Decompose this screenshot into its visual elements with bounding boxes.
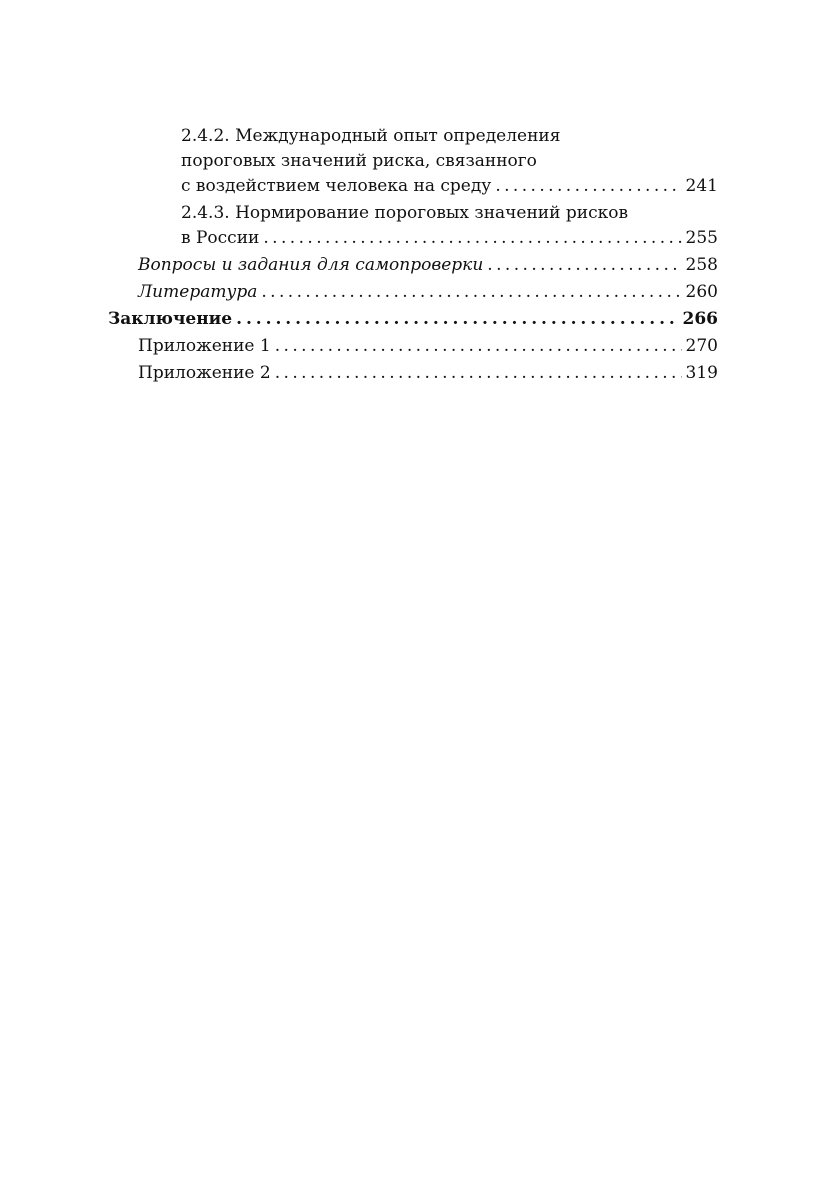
toc-entry-2-4-2[interactable] bbox=[108, 124, 718, 199]
toc-entry-appendix-1[interactable] bbox=[108, 334, 718, 359]
toc-page-number: 260 bbox=[685, 282, 718, 302]
dot-leader bbox=[495, 174, 681, 199]
toc-page-number: 258 bbox=[685, 255, 718, 275]
toc-line bbox=[108, 361, 718, 386]
toc-entry-self-check-questions[interactable] bbox=[108, 253, 718, 278]
toc-entry-title: Вопросы и задания для самопроверки bbox=[138, 255, 484, 275]
toc-page-number: 270 bbox=[685, 336, 718, 356]
dot-leader bbox=[275, 334, 682, 359]
toc-entry-appendix-2[interactable] bbox=[108, 361, 718, 386]
toc-line bbox=[108, 124, 718, 149]
toc-entry-title: Литература bbox=[138, 282, 258, 302]
toc-entry-2-4-3[interactable] bbox=[108, 201, 718, 251]
dot-leader bbox=[487, 253, 681, 278]
toc-page-number: 319 bbox=[685, 363, 718, 383]
toc-line bbox=[108, 226, 718, 251]
toc-entry-title: 2.4.3. Нормирование пороговых значений рисков bbox=[181, 203, 629, 223]
toc-line bbox=[108, 201, 718, 226]
toc-page-number: 241 bbox=[685, 176, 718, 196]
toc-entry-title-continued: пороговых значений риска, связанного bbox=[181, 151, 537, 171]
toc-line bbox=[108, 174, 718, 199]
toc-line bbox=[108, 253, 718, 278]
toc-page-number: 266 bbox=[682, 309, 718, 329]
toc-entry-conclusion[interactable] bbox=[108, 307, 718, 332]
dot-leader bbox=[263, 226, 681, 251]
dot-leader bbox=[261, 280, 681, 305]
table-of-contents bbox=[108, 124, 718, 386]
toc-page-number: 255 bbox=[685, 228, 718, 248]
toc-entry-title-continued: в России bbox=[181, 228, 260, 248]
toc-entry-title: Заключение bbox=[108, 309, 233, 329]
toc-entry-title: 2.4.2. Международный опыт определения bbox=[181, 126, 561, 146]
toc-entry-title-continued: с воздействием человека на среду bbox=[181, 176, 492, 196]
dot-leader bbox=[275, 361, 682, 386]
toc-line bbox=[108, 149, 718, 174]
dot-leader bbox=[236, 307, 678, 332]
toc-entry-title: Приложение 1 bbox=[138, 336, 271, 356]
toc-line bbox=[108, 280, 718, 305]
toc-line bbox=[108, 307, 718, 332]
toc-line bbox=[108, 334, 718, 359]
toc-entry-literature[interactable] bbox=[108, 280, 718, 305]
toc-entry-title: Приложение 2 bbox=[138, 363, 271, 383]
